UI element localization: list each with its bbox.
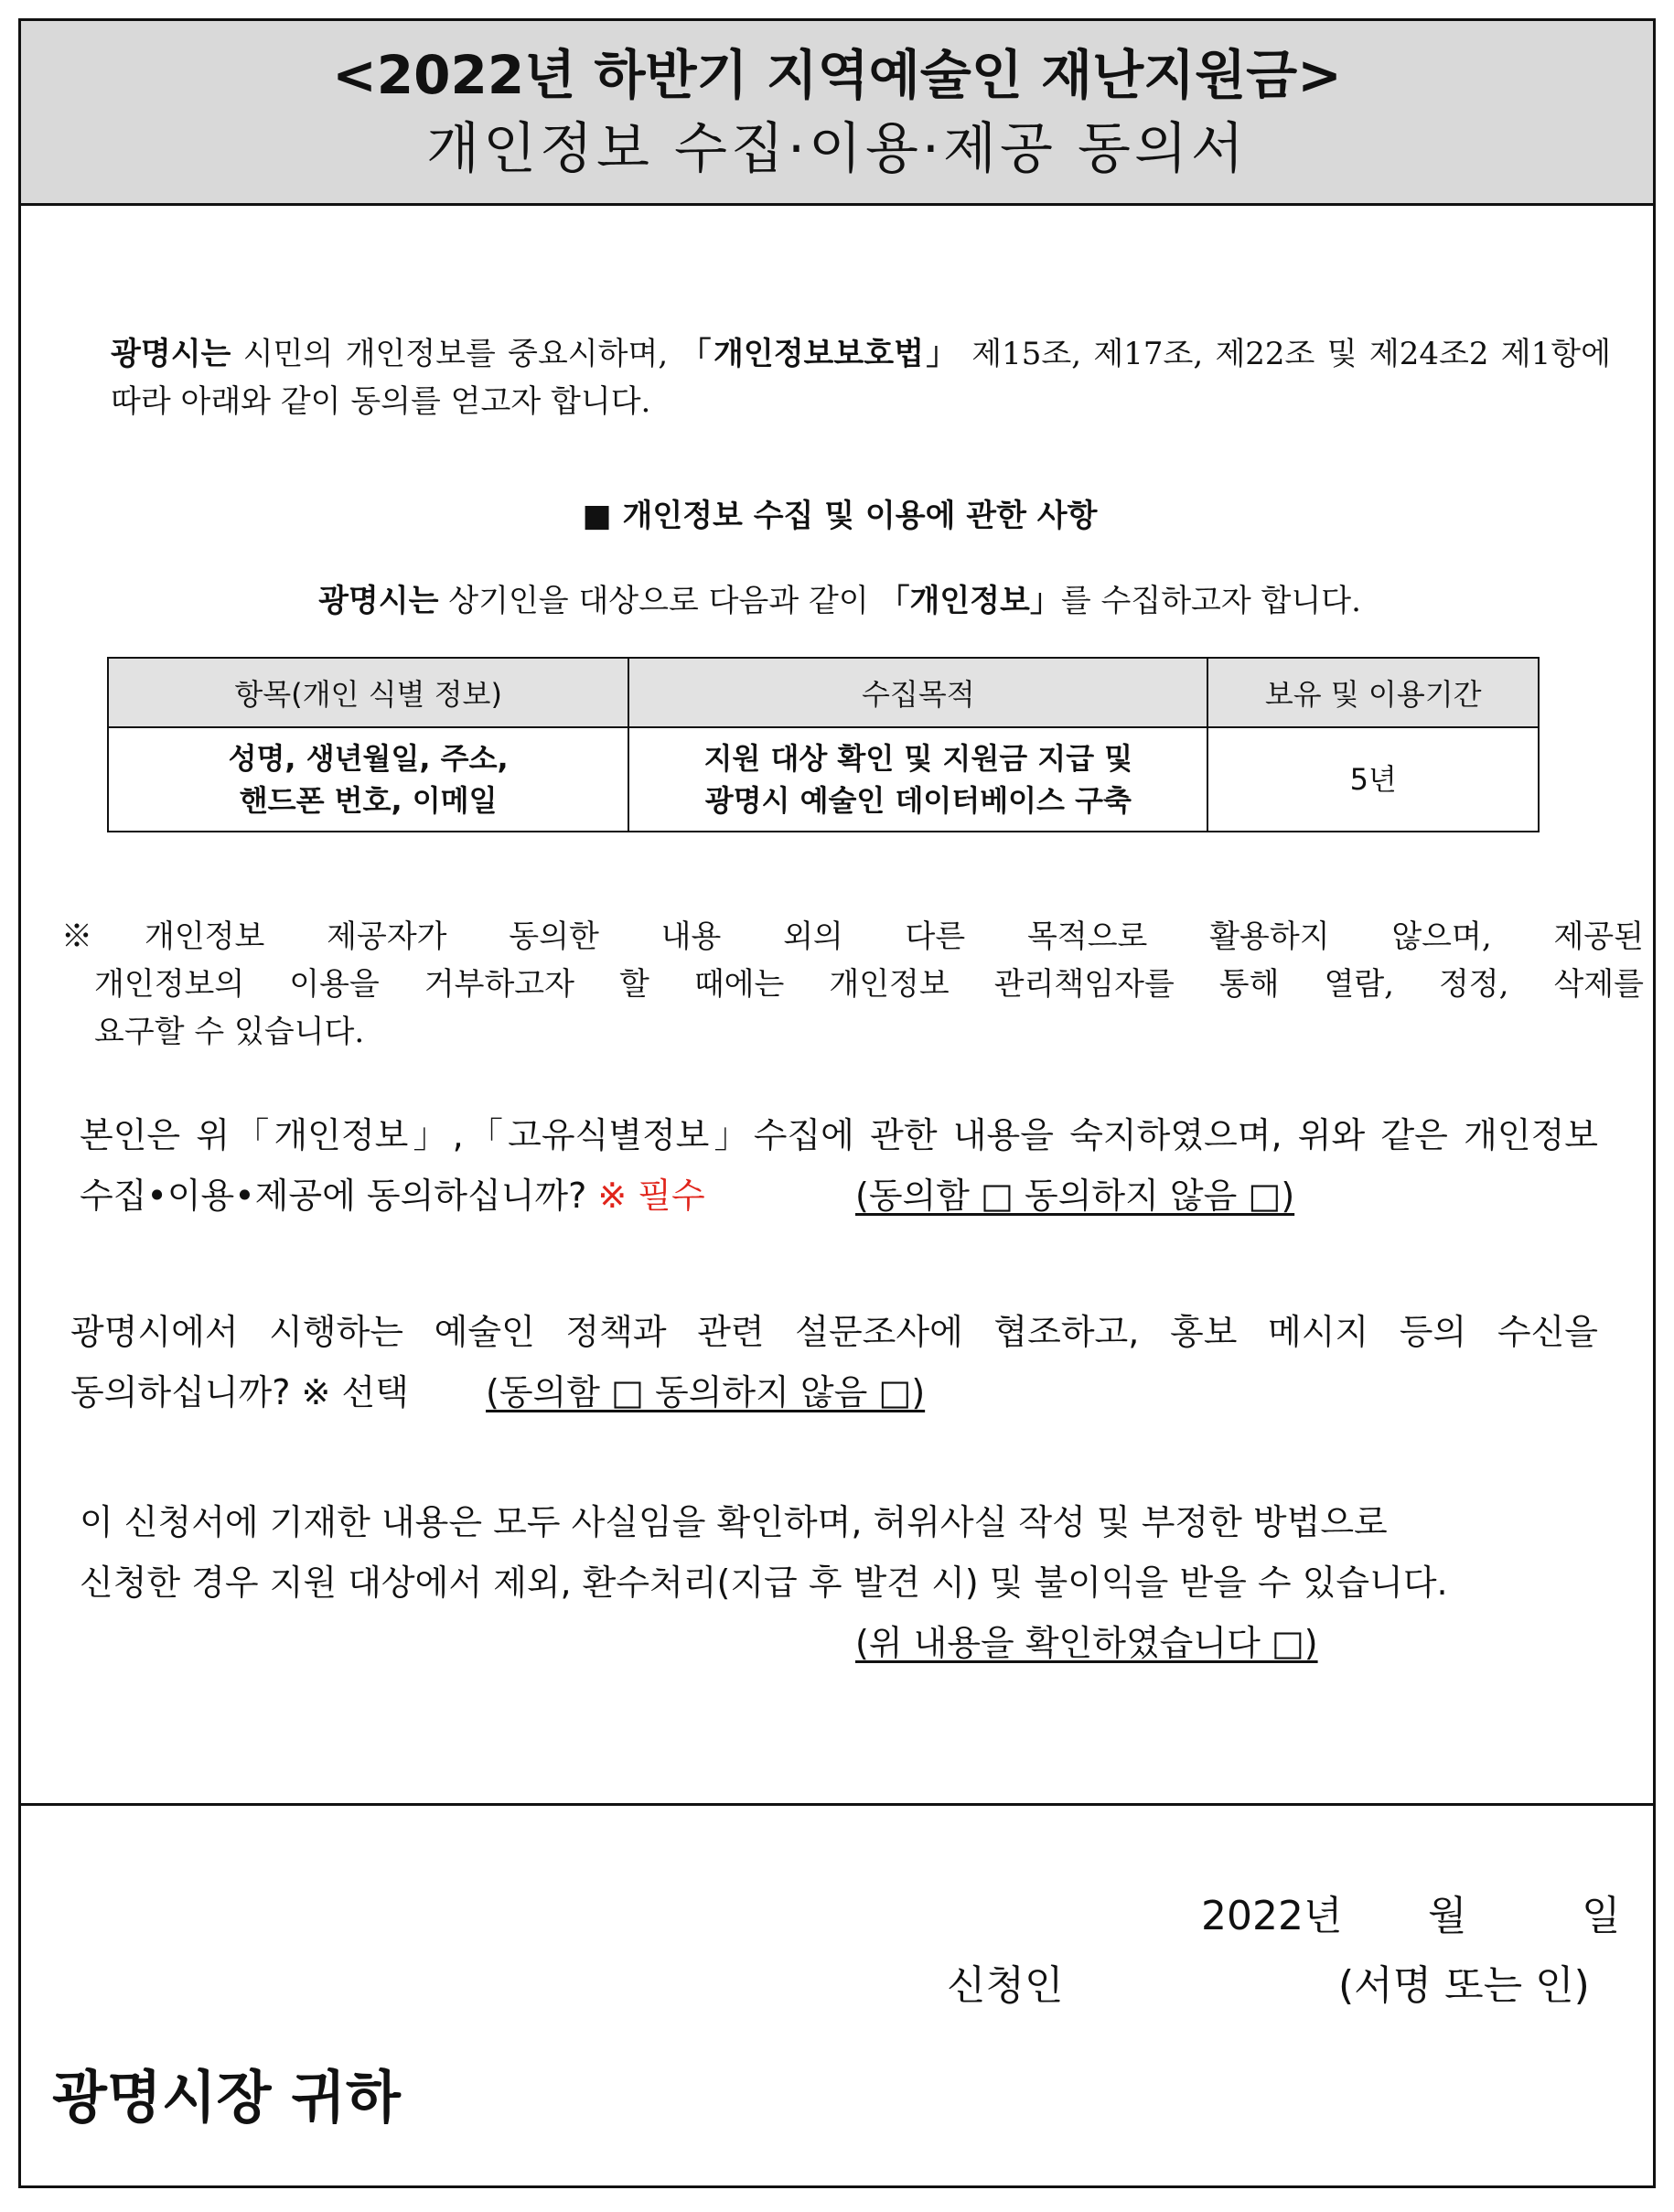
table-header-purpose: 수집목적: [628, 658, 1207, 727]
table-row: [108, 727, 1539, 832]
items-line-2: 핸드폰 번호, 이메일: [239, 783, 498, 818]
form-title: <2022년 하반기 지역예술인 재난지원금>: [332, 44, 1342, 106]
form-header: [21, 21, 1653, 206]
consent-required-block: [80, 1105, 1598, 1226]
table-cell-period: 5년: [1207, 727, 1539, 832]
signature-hint[interactable]: (서명 또는 인): [1338, 1962, 1590, 2009]
consent-required-options[interactable]: (동의함 □ 동의하지 않음 □): [855, 1176, 1295, 1216]
section-term: 「개인정보」: [878, 583, 1061, 619]
confirmation-checkbox[interactable]: (위 내용을 확인하였습니다 □): [855, 1623, 1318, 1663]
date-year: 2022년: [1201, 1893, 1343, 1939]
confirmation-line-2: 신청한 경우 지원 대상에서 제외, 환수처리(지급 후 발견 시) 및 불이익을 받을 수 있습니다.: [80, 1562, 1448, 1603]
consent-optional-line-1: 광명시에서 시행하는 예술인 정책과 관련 설문조사에 협조하고, 홍보 메시지 등의 수신을: [70, 1312, 1598, 1352]
note-line-2: 개인정보의 이용을 거부하고자 할 때에는 개인정보 관리책임자를 통해 열람, 정정, 삭제를: [94, 966, 1644, 1003]
required-tag: ※ 필수: [597, 1176, 705, 1216]
intro-text-2: 제15조, 제17조, 제22조 및 제24조2 제1항에 따라 아래와 같이 동의를 얻고자 합니다.: [111, 336, 1611, 420]
consent-optional-options[interactable]: (동의함 □ 동의하지 않음 □): [486, 1372, 926, 1412]
intro-paragraph: [111, 330, 1611, 425]
note-line-3: 요구할 수 있습니다.: [94, 1014, 365, 1050]
section-sub-1: 상기인을 대상으로 다음과 같이: [438, 583, 879, 619]
privacy-note: [61, 913, 1644, 1056]
form-subtitle: 개인정보 수집·이용·제공 동의서: [426, 117, 1248, 181]
table-cell-purpose: [628, 727, 1207, 832]
items-line-1: 성명, 생년월일, 주소,: [228, 741, 509, 776]
addressee: 광명시장 귀하: [52, 2064, 401, 2131]
date-month: 월: [1428, 1893, 1467, 1939]
section-sub-2: 를 수집하고자 합니다.: [1060, 583, 1361, 619]
section-subheading: [21, 577, 1658, 625]
table-header-items: 항목(개인 식별 정보): [108, 658, 628, 727]
consent-form: [18, 18, 1656, 2188]
optional-tag: ※ 선택: [301, 1372, 409, 1412]
purpose-line-2: 광명시 예술인 데이터베이스 구축: [704, 783, 1132, 818]
section-heading: ■ 개인정보 수집 및 이용에 관한 사항: [582, 498, 1098, 534]
applicant-label: 신청인: [947, 1962, 1064, 2009]
consent-required-line-1: 본인은 위「개인정보」,「고유식별정보」수집에 관한 내용을 숙지하였으며, 위와 같은 개인정보: [80, 1115, 1598, 1155]
confirmation-block: [80, 1492, 1516, 1613]
purpose-line-1: 지원 대상 확인 및 지원금 지급 및: [703, 741, 1133, 776]
intro-org: 광명시는: [111, 336, 231, 372]
section-org: 광명시는: [318, 583, 439, 619]
table-cell-items: [108, 727, 628, 832]
info-table: [107, 657, 1540, 832]
table-header-period: 보유 및 이용기간: [1207, 658, 1539, 727]
confirmation-line-1: 이 신청서에 기재한 내용은 모두 사실임을 확인하며, 허위사실 작성 및 부정한 방법으로: [80, 1502, 1388, 1542]
intro-law: 「개인정보보호법」: [680, 336, 960, 372]
section-divider: [21, 1803, 1653, 1806]
consent-required-line-2: 수집•이용•제공에 동의하십니까?: [80, 1176, 587, 1216]
intro-text-1: 시민의 개인정보를 중요시하며,: [231, 336, 681, 372]
consent-optional-line-2: 동의하십니까?: [70, 1372, 291, 1412]
table-header-row: [108, 658, 1539, 727]
date-day: 일: [1582, 1893, 1621, 1939]
note-line-1: ※개인정보 제공자가 동의한 내용 외의 다른 목적으로 활용하지 않으며, 제공된: [61, 918, 1644, 955]
